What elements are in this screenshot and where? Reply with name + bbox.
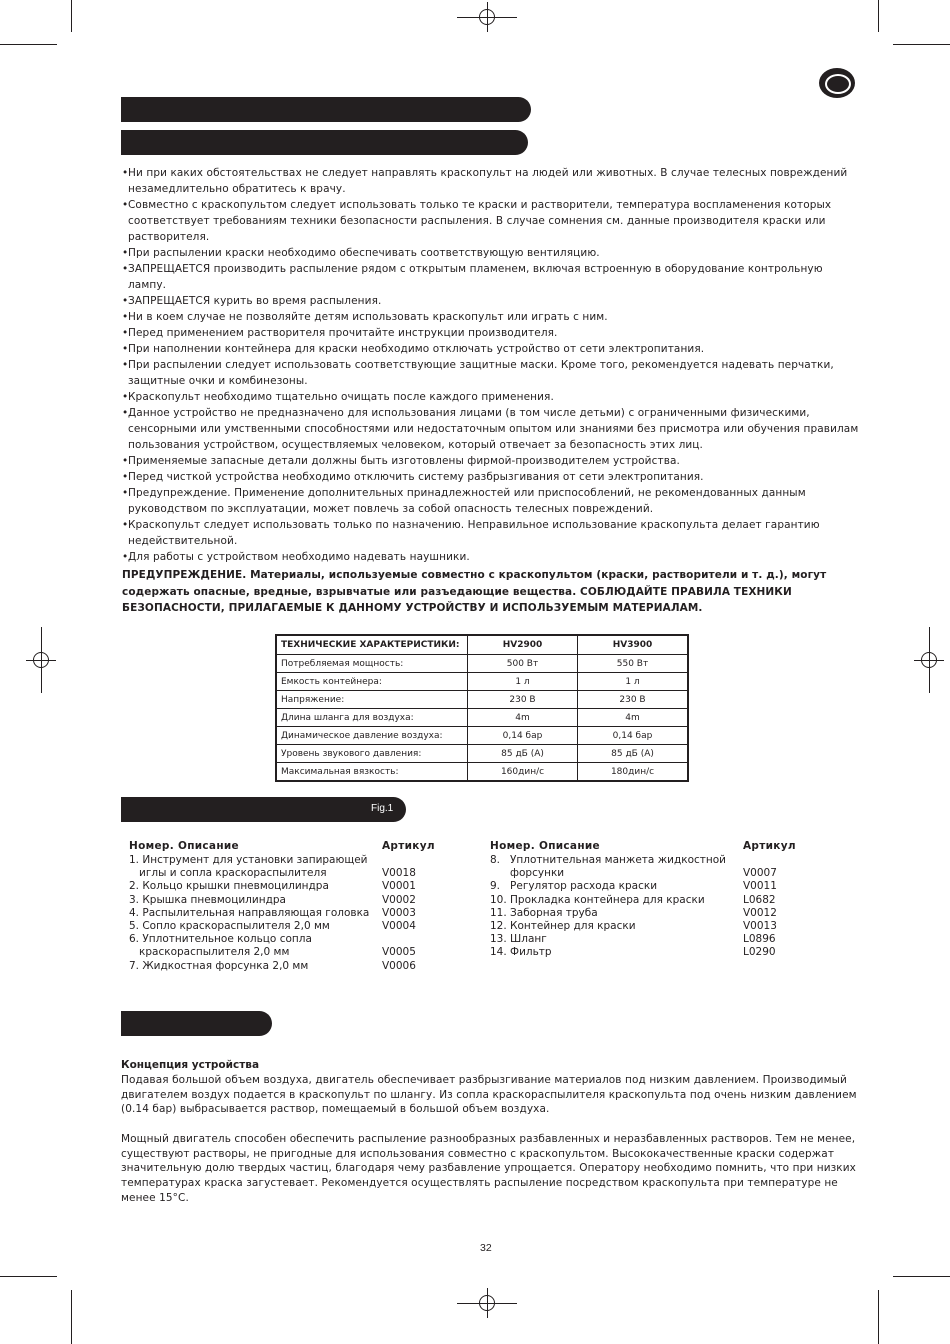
body-paragraph: Подавая большой объем воздуха, двигатель обеспечивает разбрызгивание материалов под низким давлением. Производимый двигателем воздух подается в краскопульт по шлангу. Из сопла краскораспылителя краскопульта под очень низким давлением (0.14 бар) выбрасывается раствор, помещаемый в большой объем воздуха. <box>121 1074 857 1116</box>
parts-header-description: Номер. Описание <box>490 840 600 852</box>
crop-mark <box>878 0 879 32</box>
table-cell: 500 Вт <box>468 655 578 673</box>
crop-mark <box>457 17 517 18</box>
safety-item: • Применяемые запасные детали должны быть изготовлены фирмой-производителем устройства. <box>122 453 862 469</box>
table-cell: 85 дБ (A) <box>468 745 578 763</box>
safety-instructions-list <box>122 165 862 565</box>
table-cell: 85 дБ (A) <box>578 745 689 763</box>
table-cell: 0,14 бар <box>468 727 578 745</box>
list-item <box>490 854 810 880</box>
table-cell: Максимальная вязкость: <box>276 763 468 782</box>
part-code: V0018 <box>382 867 416 880</box>
table-cell: Напряжение: <box>276 691 468 709</box>
part-description: 7. Жидкостная форсунка 2,0 мм <box>129 959 309 972</box>
table-row <box>276 763 688 782</box>
table-header-row <box>276 635 688 655</box>
part-description: 9. Регулятор расхода краски <box>490 880 658 893</box>
safety-item: • При распылении краски необходимо обеспечивать соответствующую вентиляцию. <box>122 245 862 261</box>
part-description: 8. Уплотнительная манжета жидкостной <box>490 854 727 866</box>
figure-label: Fig.1 <box>371 803 394 814</box>
crop-mark <box>929 627 930 693</box>
part-code: V0001 <box>382 880 416 893</box>
part-description: 3. Крышка пневмоцилиндра <box>129 893 286 906</box>
safety-item: • Ни в коем случае не позволяйте детям использовать краскопульт или играть с ним. <box>122 309 862 325</box>
part-description: форсунки <box>490 867 565 880</box>
part-description: 12. Контейнер для краски <box>490 920 636 933</box>
safety-item: • ЗАПРЕЩАЕТСЯ производить распыление рядом с открытым пламенем, включая встроенную в оборудование контрольную лампу. <box>122 261 862 293</box>
table-row <box>276 673 688 691</box>
safety-item: • При распылении следует использовать соответствующие защитные маски. Кроме того, рекомендуется надевать перчатки, защитные очки и комбинезоны. <box>122 357 862 389</box>
crop-mark <box>893 44 950 45</box>
part-description: 2. Кольцо крышки пневмоцилиндра <box>129 880 329 893</box>
table-cell: 0,14 бар <box>578 727 689 745</box>
part-code: L0682 <box>743 893 776 906</box>
table-header-cell: ТЕХНИЧЕСКИЕ ХАРАКТЕРИСТИКИ: <box>276 635 468 655</box>
language-badge-icon <box>819 68 855 98</box>
parts-header-code: Артикул <box>382 840 435 852</box>
crop-mark <box>41 627 42 693</box>
table-cell: Динамическое давление воздуха: <box>276 727 468 745</box>
list-item <box>129 880 449 893</box>
list-item <box>129 920 449 933</box>
figure-header-bar <box>121 797 406 822</box>
part-description: краскораспылителя 2,0 мм <box>129 946 290 959</box>
table-row <box>276 655 688 673</box>
crop-mark <box>878 1290 879 1344</box>
specifications-table <box>275 634 689 782</box>
table-cell: 550 Вт <box>578 655 689 673</box>
safety-item: • ЗАПРЕЩАЕТСЯ курить во время распыления. <box>122 293 862 309</box>
table-cell: 1 л <box>578 673 689 691</box>
crop-mark <box>71 0 72 32</box>
safety-item: • Ни при каких обстоятельствах не следует направлять краскопульт на людей или животных. В случае телесных повреждений незамедлительно обратитесь к врачу. <box>122 165 862 197</box>
table-row <box>276 691 688 709</box>
table-row <box>276 709 688 727</box>
safety-item: • Краскопульт необходимо тщательно очищать после каждого применения. <box>122 389 862 405</box>
safety-item: • Совместно с краскопультом следует использовать только те краски и растворители, температура воспламенения которых соответствует требованиям техники безопасности распыления. В случае сомнения см. данные производителя краски или растворителя. <box>122 197 862 245</box>
safety-item: • Краскопульт следует использовать только по назначению. Неправильное использование краскопульта делает гарантию недействительной. <box>122 517 862 549</box>
part-code: V0005 <box>382 946 416 959</box>
list-item <box>490 920 810 933</box>
table-cell: 1 л <box>468 673 578 691</box>
table-header-cell: HV3900 <box>578 635 689 655</box>
list-item <box>129 894 449 907</box>
list-item <box>490 880 810 893</box>
part-code: V0002 <box>382 893 416 906</box>
part-code: V0011 <box>743 880 777 893</box>
part-code: L0896 <box>743 933 776 946</box>
table-cell: 180дин/с <box>578 763 689 782</box>
list-item <box>129 907 449 920</box>
safety-item: • Для работы с устройством необходимо надевать наушники. <box>122 549 862 565</box>
part-code: V0007 <box>743 867 777 880</box>
table-row <box>276 745 688 763</box>
section-title: Концепция устройства <box>121 1059 260 1071</box>
part-description: 1. Инструмент для установки запирающей <box>129 854 368 866</box>
section-header-bar <box>121 97 531 122</box>
part-description: 10. Прокладка контейнера для краски <box>490 893 705 906</box>
parts-header-code: Артикул <box>743 840 796 852</box>
part-description: 11. Заборная труба <box>490 906 598 919</box>
table-cell: 4m <box>468 709 578 727</box>
safety-item: • При наполнении контейнера для краски необходимо отключать устройство от сети электропитания. <box>122 341 862 357</box>
part-description: 14. Фильтр <box>490 946 552 959</box>
table-cell: 4m <box>578 709 689 727</box>
warning-paragraph: ПРЕДУПРЕЖДЕНИЕ. Материалы, используемые совместно с краскопультом (краски, растворители и т. д.), могут содержать опасные, вредные, взрывчатые или разъедающие вещества. СОБЛЮДАЙТЕ ПРАВИЛА ТЕХНИКИ БЕЗОПАСНОСТИ, ПРИЛАГАЕМЫЕ К ДАННОМУ УСТРОЙСТВУ И ИСПОЛЬЗУЕМЫМ МАТЕРИАЛАМ. <box>122 569 827 614</box>
list-item <box>129 933 449 959</box>
list-item <box>490 933 810 946</box>
body-paragraph: Мощный двигатель способен обеспечить распыление разнообразных разбавленных и неразбавленных растворов. Тем не менее, существуют растворы, не пригодные для использования совместно с краскопультом. Высококачественные краски содержат значительную долю твердых частиц, благодаря чему разбавление упрощается. Оператору необходимо помнить, что при низких температурах краска загустевает. Рекомендуется осуществлять распыление посредством краскопульта при температуре не менее 15°C. <box>121 1133 856 1204</box>
part-code: L0290 <box>743 946 776 959</box>
list-item <box>490 907 810 920</box>
page-number: 32 <box>480 1242 492 1254</box>
crop-mark <box>457 1303 517 1304</box>
table-cell: Емкость контейнера: <box>276 673 468 691</box>
crop-mark <box>0 44 57 45</box>
part-code: V0003 <box>382 906 416 919</box>
part-code: V0006 <box>382 959 416 972</box>
table-header-cell: HV2900 <box>468 635 578 655</box>
part-code: V0013 <box>743 920 777 933</box>
safety-item: • Перед чисткой устройства необходимо отключить систему разбрызгивания от сети электропитания. <box>122 469 862 485</box>
crop-mark <box>0 1276 57 1277</box>
part-code: V0012 <box>743 906 777 919</box>
section-header-bar <box>121 1011 272 1036</box>
safety-item: • Предупреждение. Применение дополнительных принадлежностей или приспособлений, не рекомендованных данным руководством по эксплуатации, может повлечь за собой опасность телесных повреждений. <box>122 485 862 517</box>
parts-list-right <box>490 840 810 960</box>
list-item <box>490 894 810 907</box>
parts-list-header <box>129 840 449 854</box>
section-header-bar <box>121 130 528 155</box>
part-description: 4. Распылительная направляющая головка <box>129 906 370 919</box>
table-cell: 160дин/с <box>468 763 578 782</box>
table-row <box>276 727 688 745</box>
parts-header-description: Номер. Описание <box>129 840 239 852</box>
table-cell: 230 В <box>468 691 578 709</box>
part-description: 5. Сопло краскораспылителя 2,0 мм <box>129 920 330 933</box>
list-item <box>129 960 449 973</box>
safety-item: • Данное устройство не предназначено для использования лицами (в том числе детьми) с ограниченными физическими, сенсорными или умственными способностями или недостаточным опытом или знаниями без присмотра или обучения правилам пользования устройством, осуществляемых человеком, который отвечает за безопасность этих лиц. <box>122 405 862 453</box>
crop-mark <box>71 1290 72 1344</box>
table-cell: 230 В <box>578 691 689 709</box>
list-item <box>490 946 810 959</box>
part-description: иглы и сопла краскораспылителя <box>129 867 327 880</box>
list-item <box>129 854 449 880</box>
safety-item: • Перед применением растворителя прочитайте инструкции производителя. <box>122 325 862 341</box>
parts-list-header <box>490 840 810 854</box>
crop-mark <box>893 1276 950 1277</box>
table-cell: Потребляемая мощность: <box>276 655 468 673</box>
parts-list-left <box>129 840 449 973</box>
table-cell: Уровень звукового давления: <box>276 745 468 763</box>
part-description: 6. Уплотнительное кольцо сопла <box>129 933 312 946</box>
part-code: V0004 <box>382 920 416 933</box>
table-cell: Длина шланга для воздуха: <box>276 709 468 727</box>
part-description: 13. Шланг <box>490 933 547 946</box>
